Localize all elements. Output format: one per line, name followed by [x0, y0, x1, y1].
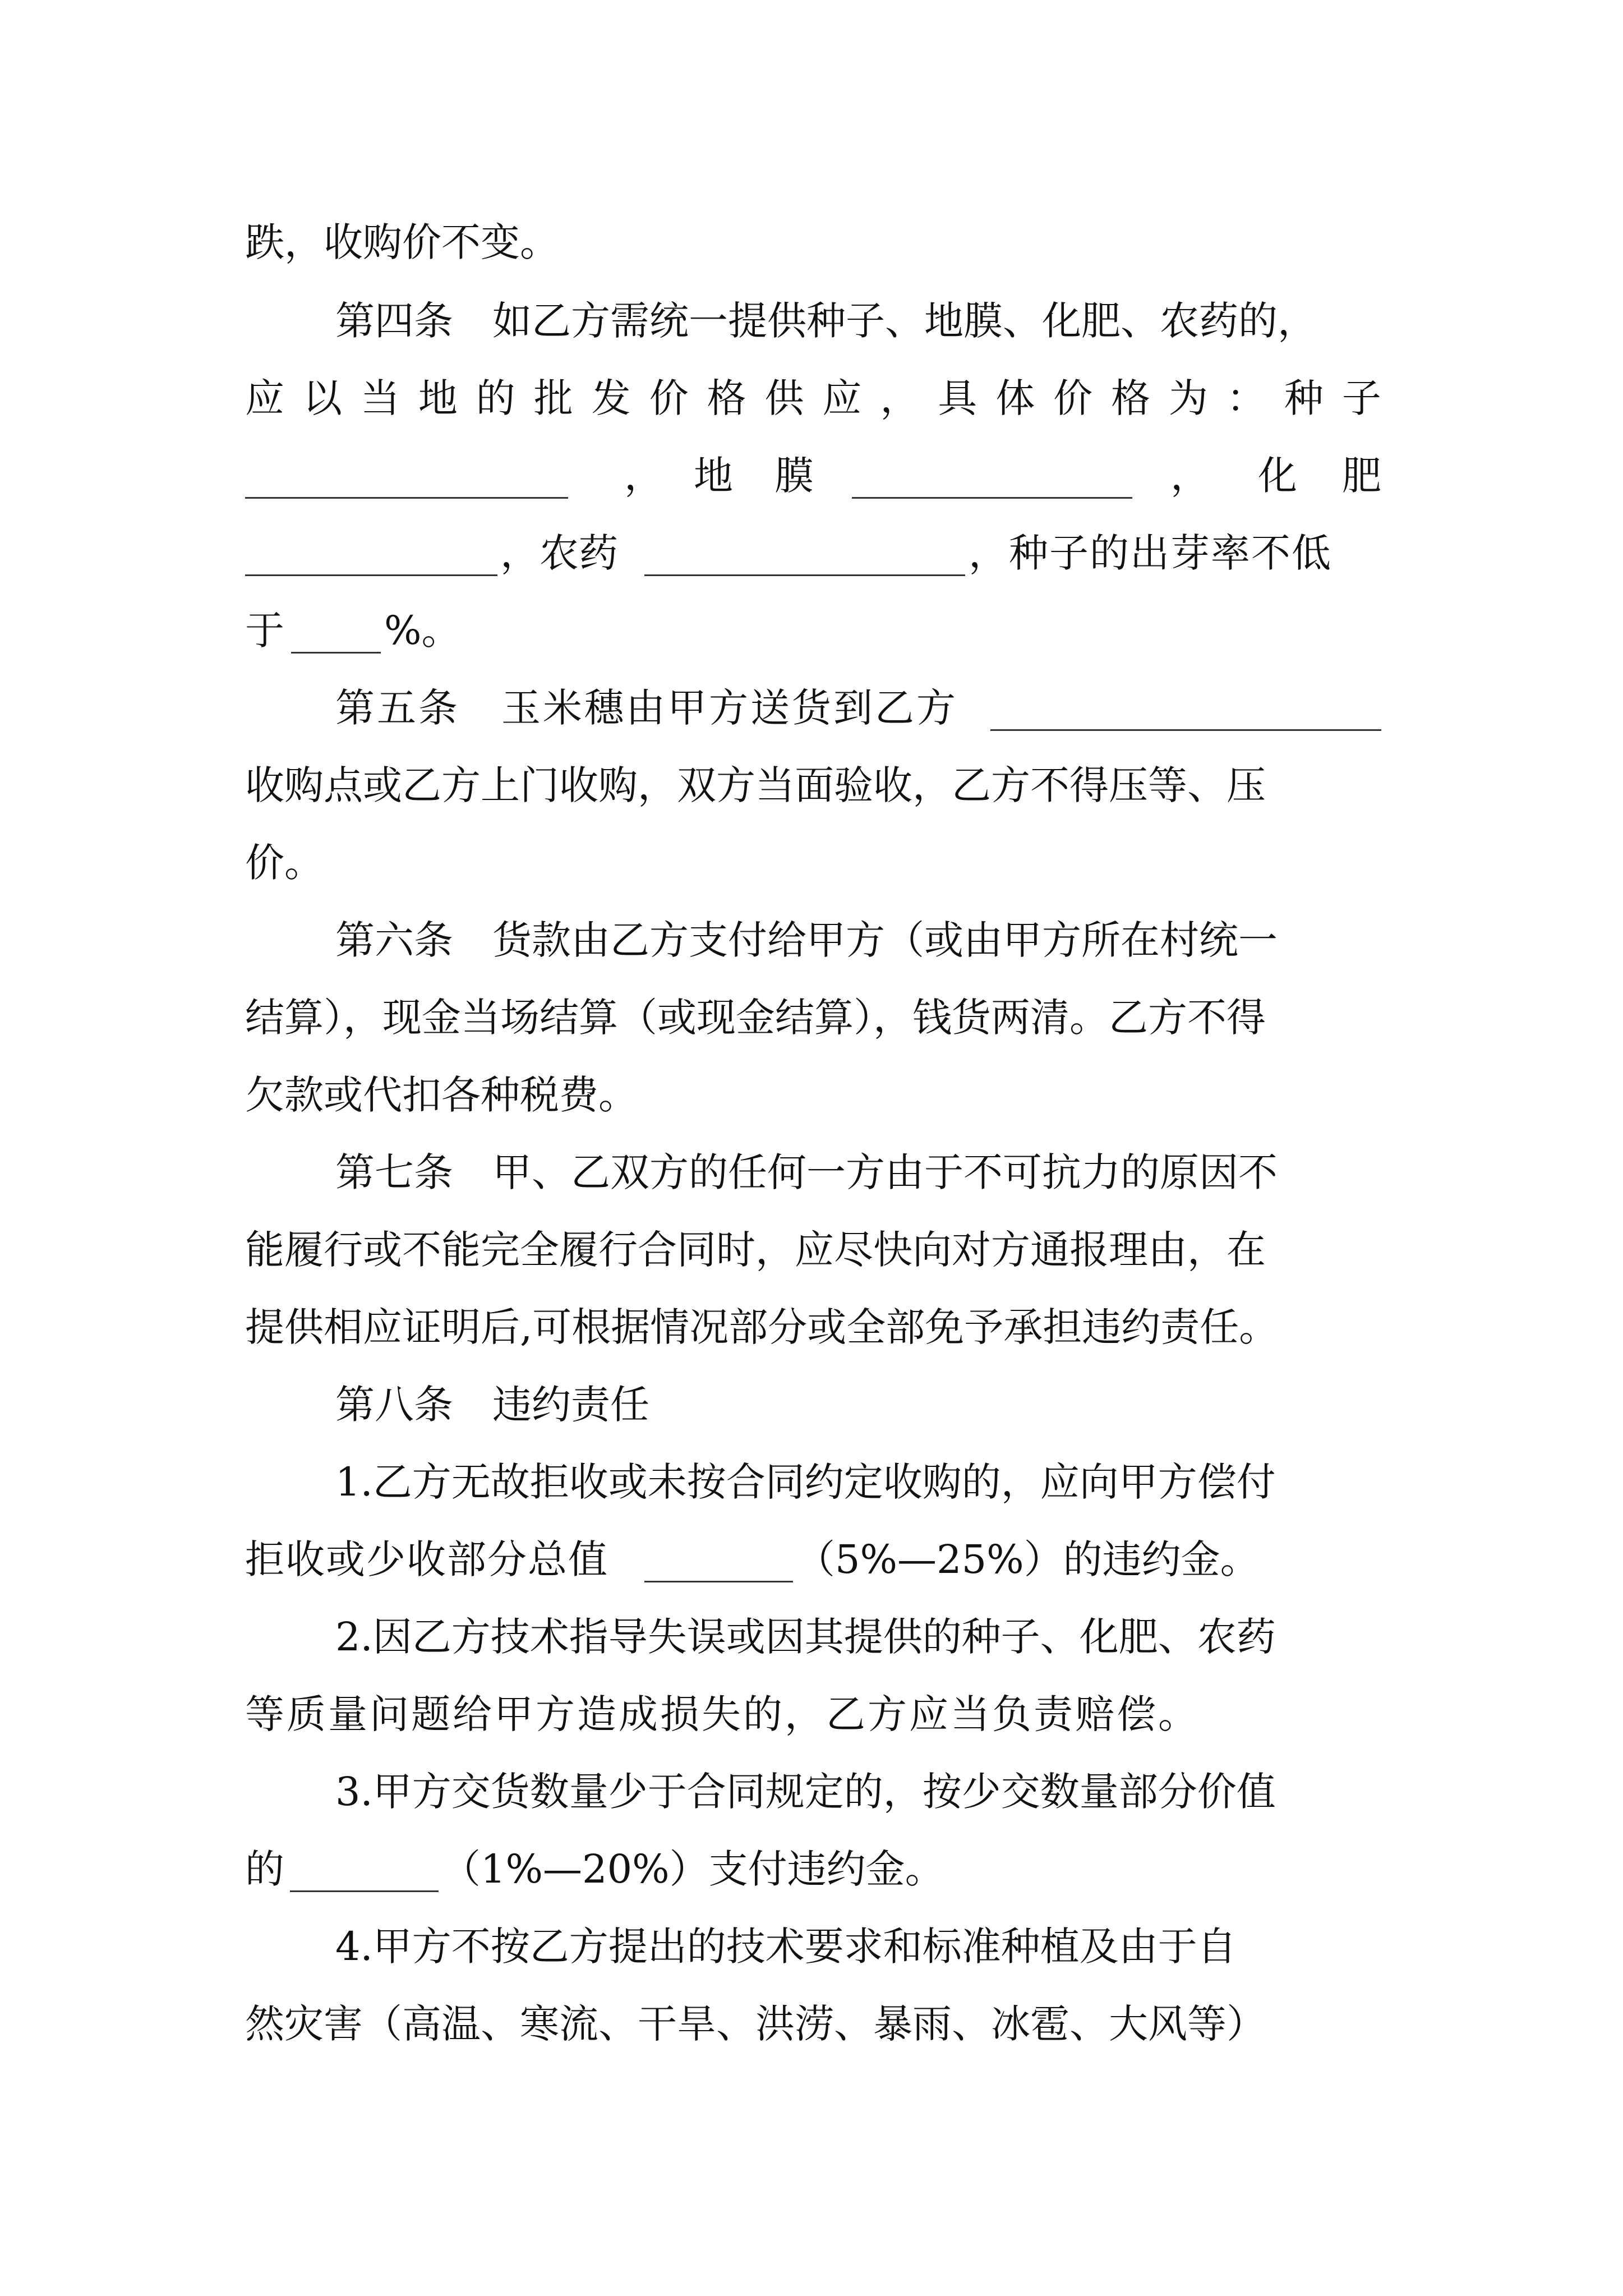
text-char: 子	[1341, 375, 1381, 421]
text-line	[245, 209, 1381, 276]
item-2-line-1	[335, 1603, 1381, 1671]
text-segment: 膜	[774, 453, 814, 499]
penalty-rate-blank-1[interactable]	[644, 1542, 793, 1582]
text-char: 种	[1284, 375, 1324, 421]
item-4-line-2	[245, 1990, 1381, 2058]
text-segment: （1%—20%）支付违约金。	[441, 1846, 944, 1892]
article-6-line-2	[245, 984, 1381, 1051]
article-7-line-2	[245, 1216, 1381, 1283]
text-segment: 欠款或代扣各种税费。	[245, 1072, 638, 1118]
text-segment: 第五条 玉米穗由甲方送货到乙方	[335, 685, 958, 731]
text-segment: ，农药	[500, 530, 618, 576]
text-char: ，	[880, 375, 920, 421]
seed-price-blank[interactable]	[245, 458, 568, 499]
article-4-line-2	[245, 365, 1381, 432]
text-char: 价	[1053, 375, 1093, 421]
text-char: 格	[1111, 375, 1151, 421]
text-segment: 的	[245, 1846, 284, 1892]
item-3-line-2	[245, 1835, 1381, 1903]
article-6-line-3	[245, 1061, 1381, 1129]
text-segment: 化	[1258, 453, 1297, 499]
article-7-line-3	[245, 1294, 1381, 1361]
text-segment: 收购点或乙方上门收购，双方当面验收，乙方不得压等、压	[245, 762, 1266, 808]
text-char: 供	[764, 375, 804, 421]
text-char: 价	[649, 375, 689, 421]
text-segment: 于	[245, 608, 284, 654]
article-5-line-2	[245, 752, 1381, 819]
text-segment: 能履行或不能完全履行合同时，应尽快向对方通报理由，在	[245, 1227, 1266, 1273]
text-char: 的	[476, 375, 515, 421]
article-6-line-1	[335, 907, 1381, 974]
text-segment: 第七条 甲、乙双方的任何一方由于不可抗力的原因不	[335, 1149, 1278, 1195]
text-segment: 拒收或少收部分总值	[245, 1536, 608, 1582]
item-1-line-2	[245, 1526, 1381, 1593]
text-char: 应	[822, 375, 862, 421]
text-segment: 地	[694, 453, 733, 499]
text-segment: 第六条 货款由乙方支付给甲方（或由甲方所在村统一	[335, 917, 1278, 963]
text-segment: 肥	[1342, 453, 1381, 499]
article-8-heading	[335, 1371, 1381, 1438]
text-segment: 第八条 违约责任	[335, 1382, 649, 1428]
text-segment: ，种子的出芽率不低	[969, 530, 1332, 576]
text-segment: 然灾害（高温、寒流、干旱、洪涝、暴雨、冰雹、大风等）	[245, 2001, 1266, 2047]
film-price-blank[interactable]	[852, 458, 1132, 499]
germination-rate-blank[interactable]	[291, 613, 381, 654]
text-segment: 跌，收购价不变。	[245, 219, 559, 265]
text-char: 具	[938, 375, 978, 421]
pesticide-price-blank[interactable]	[644, 535, 965, 576]
text-segment: 提供相应证明后,可根据情况部分或全部免予承担违约责任。	[245, 1304, 1279, 1350]
text-segment: （5%—25%）的违约金。	[796, 1536, 1260, 1582]
text-char: 体	[995, 375, 1035, 421]
article-5-line-3	[245, 829, 1381, 896]
text-segment: %。	[384, 608, 461, 654]
text-segment: 1.乙方无故拒收或未按合同约定收购的，应向甲方偿付	[335, 1459, 1276, 1505]
article-4-line-3	[245, 442, 1381, 509]
article-5-line-1	[335, 674, 1381, 742]
article-4-line-5	[245, 597, 1381, 664]
text-segment: 4.甲方不按乙方提出的技术要求和标准种植及由于自	[335, 1924, 1237, 1970]
item-3-line-1	[335, 1758, 1381, 1825]
text-char: 以	[302, 375, 342, 421]
text-char: 当	[360, 375, 400, 421]
text-char: 应	[245, 375, 284, 421]
text-char: 格	[707, 375, 746, 421]
text-char: 地	[418, 375, 458, 421]
item-1-line-1	[335, 1448, 1381, 1516]
text-segment: 2.因乙方技术指导失误或因其提供的种子、化肥、农药	[335, 1614, 1276, 1660]
text-segment: 3.甲方交货数量少于合同规定的，按少交数量部分价值	[335, 1769, 1276, 1815]
article-7-line-1	[335, 1139, 1381, 1206]
fertilizer-price-blank[interactable]	[245, 535, 497, 576]
text-char: ：	[1226, 375, 1266, 421]
article-4-line-4	[245, 519, 1381, 587]
item-2-line-2	[245, 1681, 1381, 1748]
text-segment: 等质量问题给甲方造成损失的，乙方应当负责赔偿。	[245, 1691, 1200, 1737]
purchase-point-blank[interactable]	[990, 690, 1381, 731]
text-segment: 价。	[245, 840, 324, 886]
article-4-line-1	[335, 287, 1381, 355]
text-segment: ，	[1170, 453, 1210, 499]
text-char: 发	[591, 375, 631, 421]
item-4-line-1	[335, 1913, 1381, 1980]
text-char: 为	[1169, 375, 1208, 421]
text-segment: ，	[624, 453, 663, 499]
text-char: 批	[533, 375, 573, 421]
text-segment: 第四条 如乙方需统一提供种子、地膜、化肥、农药的，	[335, 298, 1317, 344]
text-segment: 结算），现金当场结算（或现金结算），钱货两清。乙方不得	[245, 995, 1266, 1041]
penalty-rate-blank-2[interactable]	[290, 1851, 439, 1892]
